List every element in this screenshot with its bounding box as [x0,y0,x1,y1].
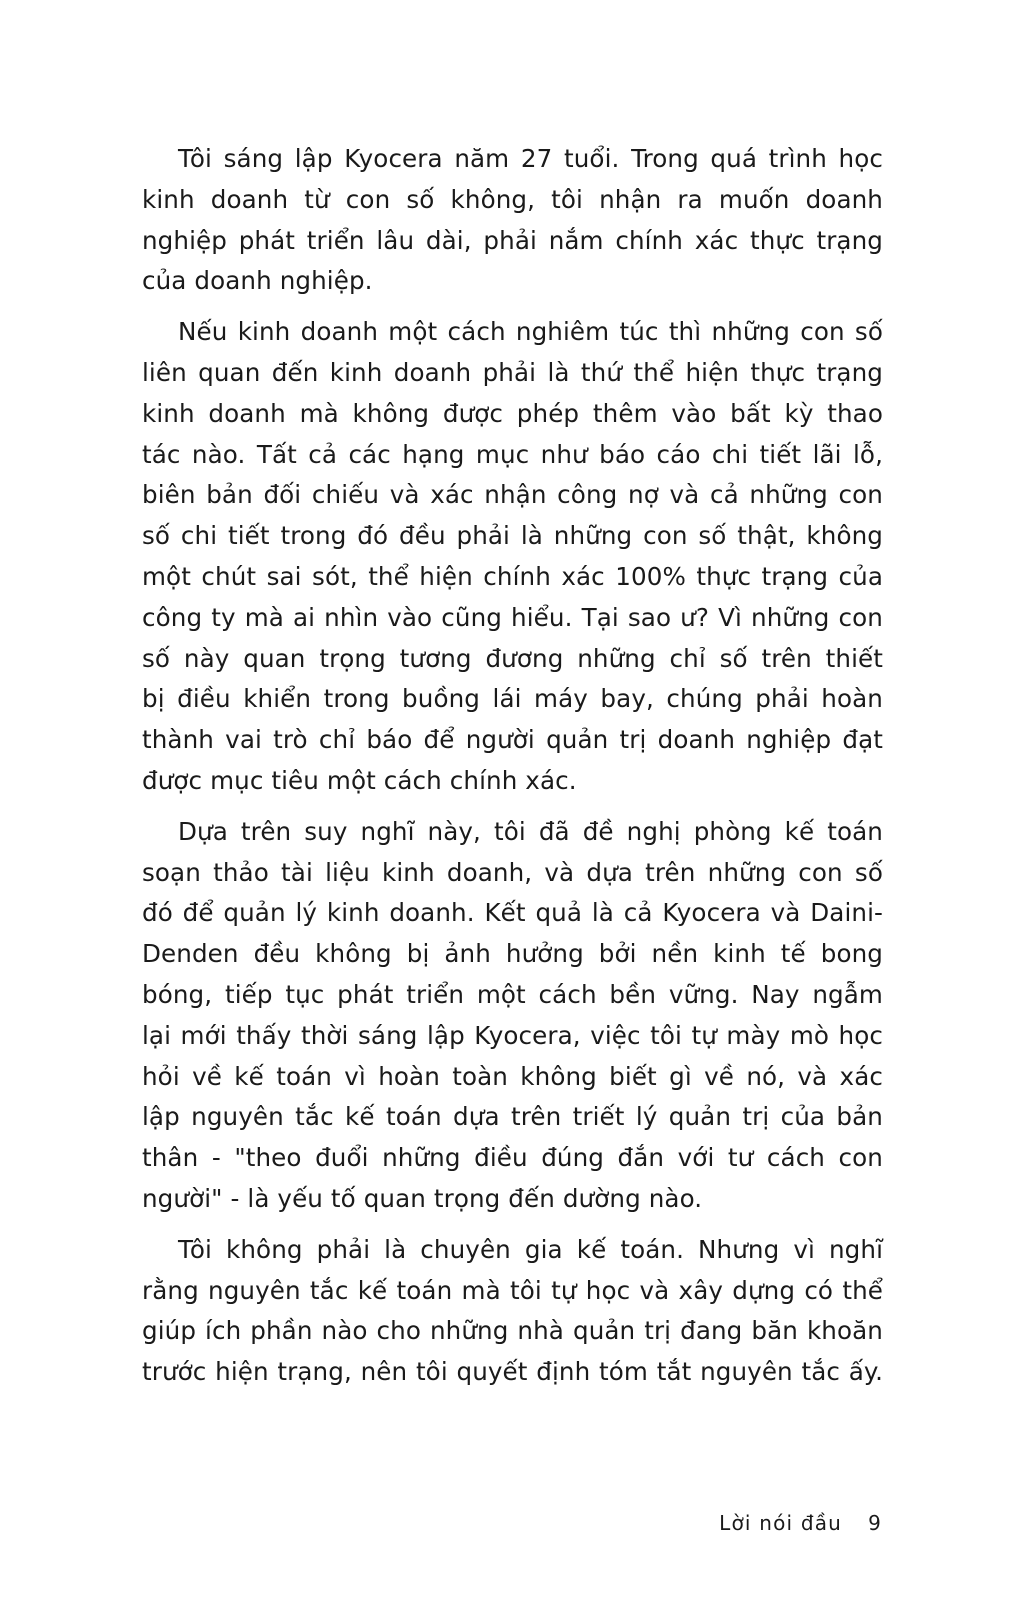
text-line: tác nào. Tất cả các hạng mục như báo cáo chi tiết lãi lỗ, [142,439,883,469]
text-line: liên quan đến kinh doanh phải là thứ thể hiện thực trạng [142,357,883,387]
text-line: Denden đều không bị ảnh hưởng bởi nền kinh tế bong [142,939,883,969]
section-title: Lời nói đầu [719,1511,843,1535]
text-line: số chi tiết trong đó đều phải là những con số thật, không [142,521,883,551]
text-line: nghiệp phát triển lâu dài, phải nắm chính xác thực trạng [142,225,883,255]
paragraph-2 [142,312,883,802]
text-line: lập nguyên tắc kế toán dựa trên triết lý quản trị của bản [142,1102,883,1132]
paragraph-3 [142,812,883,1220]
text-line: biên bản đối chiếu và xác nhận công nợ và cả những con [142,480,883,510]
text-line: soạn thảo tài liệu kinh doanh, và dựa trên những con số [142,857,883,887]
text-line: Tôi không phải là chuyên gia kế toán. Nhưng vì nghĩ [178,1234,883,1264]
text-line: bóng, tiếp tục phát triển một cách bền vững. Nay ngẫm [142,979,883,1009]
text-line: Nếu kinh doanh một cách nghiêm túc thì những con số [178,317,883,347]
text-line: thân - "theo đuổi những điều đúng đắn với tư cách con [142,1143,883,1173]
text-line: bị điều khiển trong buồng lái máy bay, chúng phải hoàn [142,684,883,714]
paragraph-4 [142,1230,883,1393]
text-line: đó để quản lý kinh doanh. Kết quả là cả Kyocera và Daini- [142,898,883,928]
text-line: giúp ích phần nào cho những nhà quản trị đang băn khoăn [142,1316,883,1346]
text-line: kinh doanh mà không được phép thêm vào bất kỳ thao [142,398,883,428]
paragraph-1 [142,139,883,302]
text-line: người" - là yếu tố quan trọng đến dường nào. [142,1183,703,1213]
body-text [142,139,883,1403]
page-number: 9 [868,1511,882,1535]
text-line: thành vai trò chỉ báo để người quản trị doanh nghiệp đạt [142,725,883,755]
text-line: Tôi sáng lập Kyocera năm 27 tuổi. Trong quá trình học [178,144,883,173]
text-line: số này quan trọng tương đương những chỉ số trên thiết [142,643,883,673]
text-line: được mục tiêu một cách chính xác. [142,765,577,795]
text-line: rằng nguyên tắc kế toán mà tôi tự học và xây dựng có thể [142,1275,883,1305]
text-line: công ty mà ai nhìn vào cũng hiểu. Tại sao ư? Vì những con [142,602,883,632]
text-line: trước hiện trạng, nên tôi quyết định tóm tắt nguyên tắc ấy. [142,1357,883,1387]
text-line: một chút sai sót, thể hiện chính xác 100% thực trạng của [142,561,883,591]
text-line: lại mới thấy thời sáng lập Kyocera, việc tôi tự mày mò học [142,1020,883,1050]
text-line: của doanh nghiệp. [142,266,373,296]
text-line: hỏi về kế toán vì hoàn toàn không biết gì về nó, và xác [142,1061,883,1091]
text-line: kinh doanh từ con số không, tôi nhận ra muốn doanh [142,184,883,214]
text-line: Dựa trên suy nghĩ này, tôi đã đề nghị phòng kế toán [178,816,883,846]
page-footer [719,1511,882,1535]
